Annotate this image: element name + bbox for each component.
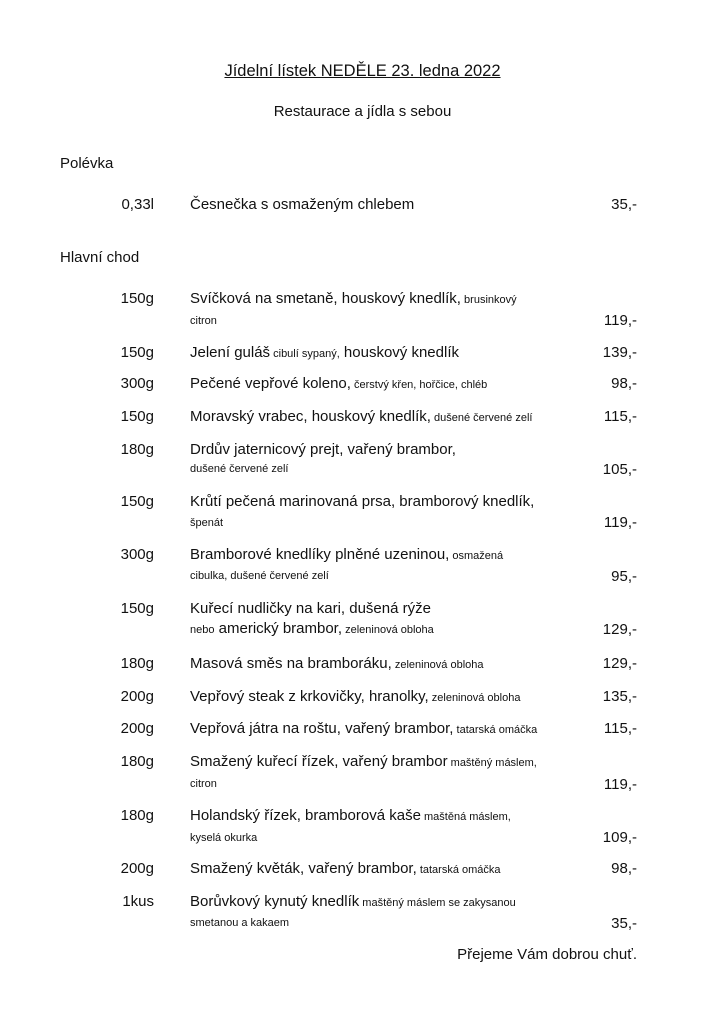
- item-price: 105,-: [602, 461, 637, 478]
- item-name: Drdův jaternicový prejt, vařený brambor,: [190, 441, 456, 458]
- item-line2: [190, 620, 434, 637]
- item-quantity: 150g: [120, 493, 154, 510]
- item-line2-name: americký brambor,: [214, 620, 343, 637]
- item-quantity: 180g: [120, 655, 154, 672]
- item-description: [190, 753, 537, 770]
- item-side-line2: špenát: [190, 517, 224, 529]
- item-quantity: 200g: [120, 720, 154, 737]
- item-side: zeleninová obloha: [391, 659, 484, 671]
- item-name: Kuřecí nudličky na kari, dušená rýže: [190, 600, 431, 617]
- item-price: 119,-: [603, 312, 637, 329]
- item-price: 129,-: [602, 621, 637, 638]
- item-description: [190, 807, 511, 824]
- item-side: maštěný máslem,: [447, 757, 537, 769]
- item-quantity: 150g: [120, 408, 154, 425]
- item-description: [190, 290, 517, 307]
- item-side: osmažená: [449, 550, 504, 562]
- item-description: [190, 441, 456, 458]
- item-quantity: 150g: [120, 290, 154, 307]
- item-description: [190, 688, 520, 705]
- page-title: Jídelní lístek NEDĚLE 23. ledna 2022: [224, 62, 501, 80]
- item-name: Holandský řízek, bramborová kaše: [190, 807, 421, 824]
- item-side-line2: zeleninová obloha: [342, 624, 434, 636]
- item-description: [190, 344, 459, 361]
- item-quantity: 180g: [120, 753, 154, 770]
- item-name: Masová směs na bramboráku,: [190, 655, 392, 672]
- item-name: Vepřová játra na roštu, vařený brambor,: [190, 720, 454, 737]
- item-name: Česnečka s osmaženým chlebem: [190, 196, 415, 213]
- item-line2-prefix: nebo: [190, 624, 215, 636]
- item-price: 129,-: [602, 655, 637, 672]
- item-quantity: 180g: [120, 807, 154, 824]
- item-side: brusinkový: [460, 294, 517, 306]
- item-description: [190, 375, 487, 392]
- item-side: cibulí sypaný,: [270, 348, 340, 360]
- item-quantity: 200g: [120, 688, 154, 705]
- item-price: 115,-: [603, 720, 637, 737]
- item-description: [190, 600, 431, 617]
- item-name: Bramborové knedlíky plněné uzeninou,: [190, 546, 450, 563]
- item-description: [190, 196, 414, 213]
- closing-greeting: Přejeme Vám dobrou chuť.: [457, 946, 637, 963]
- item-price: 35,-: [611, 196, 637, 213]
- item-side: maštěný máslem se zakysanou: [359, 897, 516, 909]
- item-name: Moravský vrabec, houskový knedlík,: [190, 408, 431, 425]
- item-name: Svíčková na smetaně, houskový knedlík,: [190, 290, 461, 307]
- item-description: [190, 860, 501, 877]
- item-side: zeleninová obloha: [428, 692, 521, 704]
- item-quantity: 180g: [120, 441, 154, 458]
- item-price: 119,-: [603, 776, 637, 793]
- item-quantity: 150g: [120, 344, 154, 361]
- item-description: [190, 720, 537, 737]
- item-name: Pečené vepřové koleno,: [190, 375, 351, 392]
- item-name: Vepřový steak z krkovičky, hranolky,: [190, 688, 429, 705]
- item-name: Jelení guláš: [190, 344, 271, 361]
- item-price: 95,-: [611, 568, 637, 585]
- item-description: [190, 893, 516, 910]
- item-side: čerstvý křen, hořčice, chléb: [350, 379, 488, 391]
- item-quantity: 300g: [120, 546, 154, 563]
- item-side-line2: dušené červené zelí: [190, 463, 289, 475]
- item-side-line2: citron: [190, 778, 217, 790]
- item-name: Borůvkový kynutý knedlík: [190, 893, 360, 910]
- item-side-line2: smetanou a kakaem: [190, 917, 290, 929]
- item-side-line2: cibulka, dušené červené zelí: [190, 570, 329, 582]
- section-heading-main: Hlavní chod: [60, 249, 140, 266]
- item-side: tatarská omáčka: [416, 864, 501, 876]
- item-price: 115,-: [603, 408, 637, 425]
- item-description: [190, 408, 532, 425]
- item-description: [190, 655, 484, 672]
- item-price: 139,-: [602, 344, 637, 361]
- item-price: 109,-: [602, 829, 637, 846]
- item-name-continued: houskový knedlík: [339, 344, 459, 361]
- item-quantity: 0,33l: [121, 196, 154, 213]
- item-name: Krůtí pečená marinovaná prsa, bramborový knedlík,: [190, 493, 535, 510]
- item-description: [190, 493, 534, 510]
- item-side: maštěná máslem,: [420, 811, 511, 823]
- item-side-line2: citron: [190, 315, 217, 327]
- item-side: tatarská omáčka: [453, 724, 538, 736]
- page-subtitle: Restaurace a jídla s sebou: [273, 103, 452, 120]
- item-quantity: 1kus: [122, 893, 154, 910]
- item-price: 119,-: [603, 514, 637, 531]
- item-price: 135,-: [602, 688, 637, 705]
- item-name: Smažený květák, vařený brambor,: [190, 860, 417, 877]
- item-quantity: 300g: [120, 375, 154, 392]
- item-description: [190, 546, 503, 563]
- item-quantity: 200g: [120, 860, 154, 877]
- item-price: 98,-: [611, 375, 637, 392]
- section-heading-soup: Polévka: [60, 155, 114, 172]
- item-side-line2: kyselá okurka: [190, 832, 258, 844]
- item-price: 98,-: [611, 860, 637, 877]
- item-price: 35,-: [611, 915, 637, 932]
- item-side: dušené červené zelí: [430, 412, 533, 424]
- item-quantity: 150g: [120, 600, 154, 617]
- item-name: Smažený kuřecí řízek, vařený brambor: [190, 753, 448, 770]
